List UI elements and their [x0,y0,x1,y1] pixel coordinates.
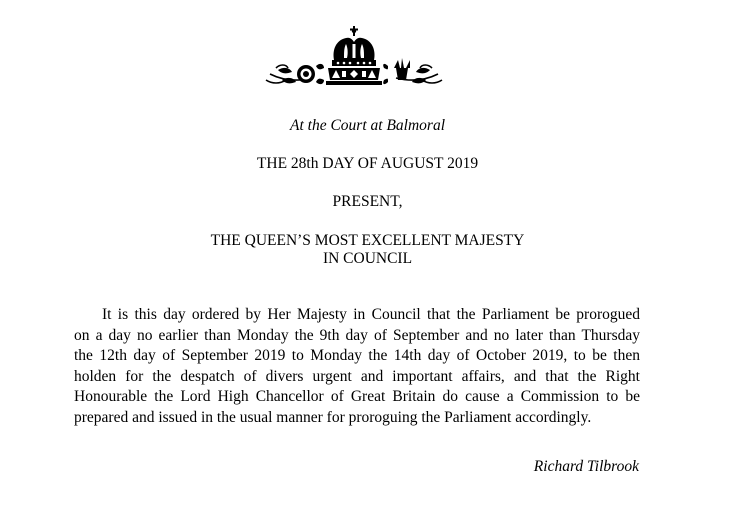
order-line: the 12th day of September 2019 to Monday the 14th day of October 2019, to be then [74,347,640,364]
court-location: At the Court at Balmoral [290,117,445,134]
majesty-line-2: IN COUNCIL [322,250,413,267]
signature: Richard Tilbrook [533,458,639,475]
order-date: THE 28th DAY OF AUGUST 2019 [256,155,479,172]
order-line: holden for the despatch of divers urgent and important affairs, and that the Right [74,367,640,385]
present-heading: PRESENT, [332,193,403,210]
order-paragraph [74,305,640,428]
majesty-line-1: THE QUEEN’S MOST EXCELLENT MAJESTY [210,232,525,249]
order-line: on a day no earlier than Monday the 9th day of September and no later than Thursday [74,326,640,344]
order-line: Honourable the Lord High Chancellor of Great Britain do cause a Commission to be [74,388,640,405]
order-line: prepared and issued in the usual manner for proroguing the Parliament accordingly. [74,408,592,426]
royal-crest-emblem [262,22,446,94]
order-line: It is this day ordered by Her Majesty in Council that the Parliament be prorogued [102,306,640,323]
